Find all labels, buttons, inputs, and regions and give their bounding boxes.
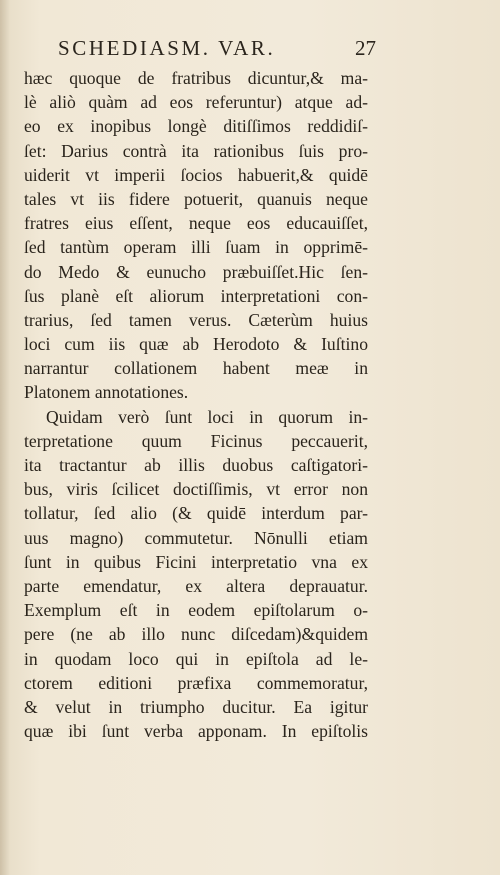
text-line: ſus planè eſt aliorum interpretationi con- xyxy=(24,285,368,306)
text-line: trarius, ſed tamen verus. Cæterùm huius xyxy=(24,309,368,330)
page-number: 27 xyxy=(355,36,376,60)
text-line: ſed tantùm operam illi ſuam in opprimē- xyxy=(24,237,368,258)
text-line: pere (ne ab illo nunc diſcedam)&quidem xyxy=(24,624,368,645)
text-line: ita tractantur ab illis duobus caſtigatori- xyxy=(24,455,368,475)
text-line: Platonem annotationes. xyxy=(24,382,189,403)
text-line: & velut in triumpho ducitur. Ea igitur xyxy=(24,696,368,717)
text-line: tollatur, ſed alio (& quidē interdum par- xyxy=(24,503,368,524)
text-line: Exemplum eſt in eodem epiſtolarum o- xyxy=(24,600,368,621)
text-line: ſet: Darius contrà ita rationibus ſuis pro- xyxy=(24,140,368,161)
running-header xyxy=(58,36,376,61)
text-line: tales vt iis fidere potuerit, quanuis neque xyxy=(24,188,368,209)
text-line: uus magno) commutetur. Nōnulli etiam xyxy=(24,527,368,548)
text-line: in quodam loco qui in epiſtola ad le- xyxy=(24,648,368,669)
text-line: loci cum iis quæ ab Herodoto & Iuſtino xyxy=(24,334,368,355)
text-line: do Medo & eunucho præbuiſſet.Hic ſen- xyxy=(24,261,368,282)
running-title: SCHEDIASM. VAR. xyxy=(58,36,276,60)
text-line: ſunt in quibus Ficini interpretatio vna ex xyxy=(24,551,368,572)
text-line: bus, viris ſcilicet doctiſſimis, vt error non xyxy=(24,479,368,500)
text-line: Quidam verò ſunt loci in quorum in- xyxy=(46,406,368,427)
text-line: lè aliò quàm ad eos referuntur) atque ad- xyxy=(24,92,368,113)
text-line: fratres eius eſſent, neque eos educauiſſet, xyxy=(24,213,368,234)
text-line: parte emendatur, ex altera deprauatur. xyxy=(24,575,368,596)
text-line: eo ex inopibus longè ditiſſimos reddidiſ- xyxy=(24,116,368,137)
body-text xyxy=(24,66,368,743)
text-line: narrantur collationem habent meæ in xyxy=(24,358,368,379)
text-line: quæ ibi ſunt verba apponam. In epiſtolis xyxy=(24,721,368,742)
text-line: uiderit vt imperii ſocios habuerit,& quidē xyxy=(24,164,368,185)
show-through-text xyxy=(30,738,360,752)
text-line: hæc quoque de fratribus dicuntur,& ma- xyxy=(24,68,368,88)
text-line: terpretatione quum Ficinus peccauerit, xyxy=(24,430,368,451)
text-line: ctorem editioni præfixa commemoratur, xyxy=(24,672,368,693)
